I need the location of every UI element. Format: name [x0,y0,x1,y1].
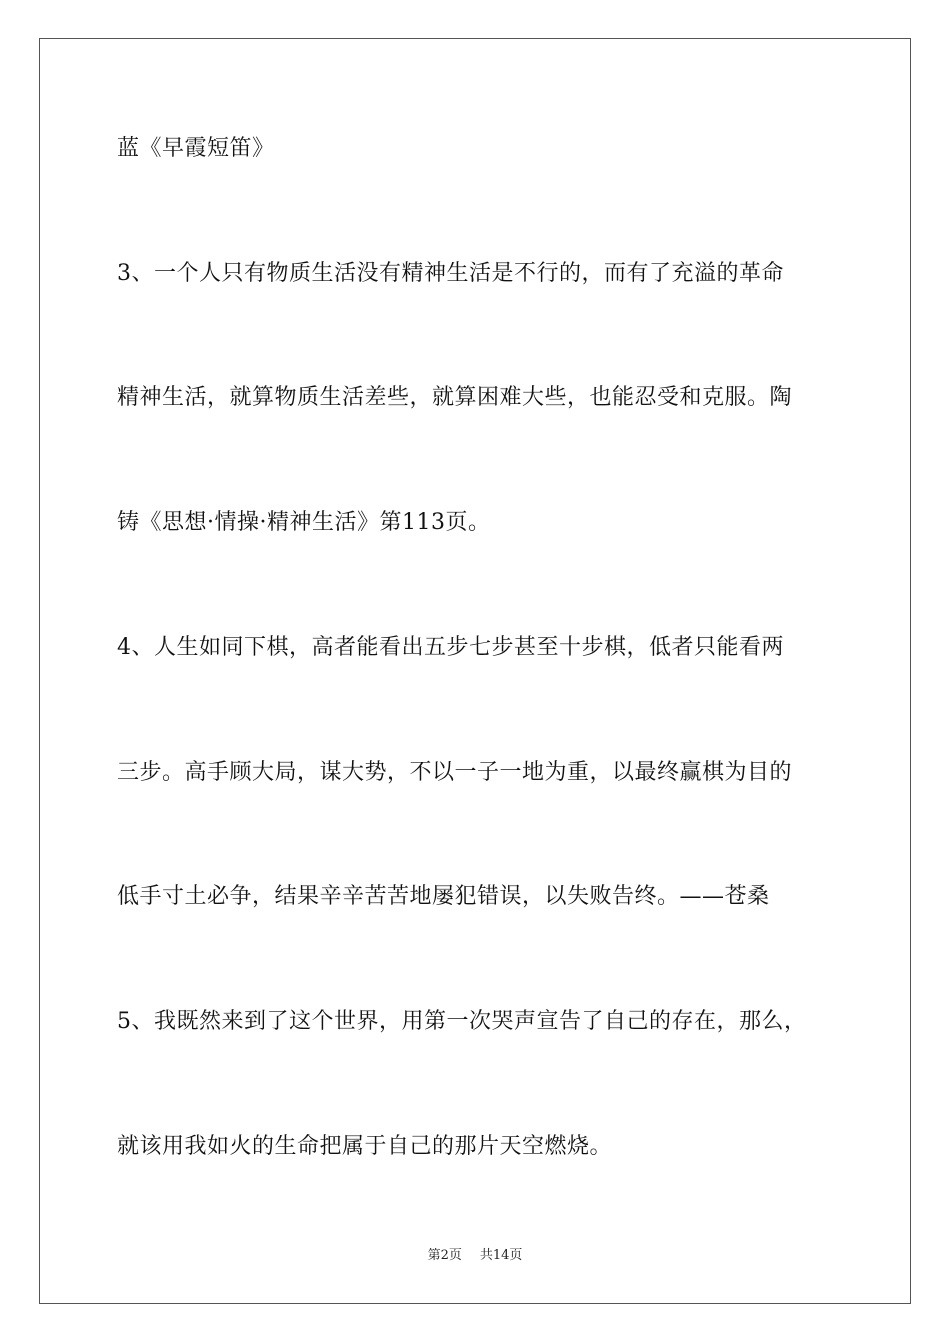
page-border [39,38,911,1304]
text-line-9: 就该用我如火的生命把属于自己的那片天空燃烧。 [117,1134,613,1159]
page-footer [0,1247,950,1265]
text-line-2: 3、一个人只有物质生活没有精神生活是不行的，而有了充溢的革命 [117,261,784,286]
page-total: 共14页 [479,1248,523,1263]
text-line-7: 低手寸土必争，结果辛辛苦苦地屡犯错误，以失败告终。——苍桑 [117,884,770,909]
text-line-3: 精神生活，就算物质生活差些，就算困难大些，也能忍受和克服。陶 [117,385,793,410]
text-line-5: 4、人生如同下棋，高者能看出五步七步甚至十步棋，低者只能看两 [117,635,784,660]
text-line-1: 蓝《早霞短笛》 [117,136,275,161]
text-line-6: 三步。高手顾大局，谋大势，不以一子一地为重，以最终赢棋为目的 [117,760,793,785]
text-line-4: 铸《思想·情操·精神生活》第113页。 [117,510,491,535]
text-line-8: 5、我既然来到了这个世界，用第一次哭声宣告了自己的存在，那么， [117,1009,807,1034]
page-number: 第2页 [427,1248,462,1263]
